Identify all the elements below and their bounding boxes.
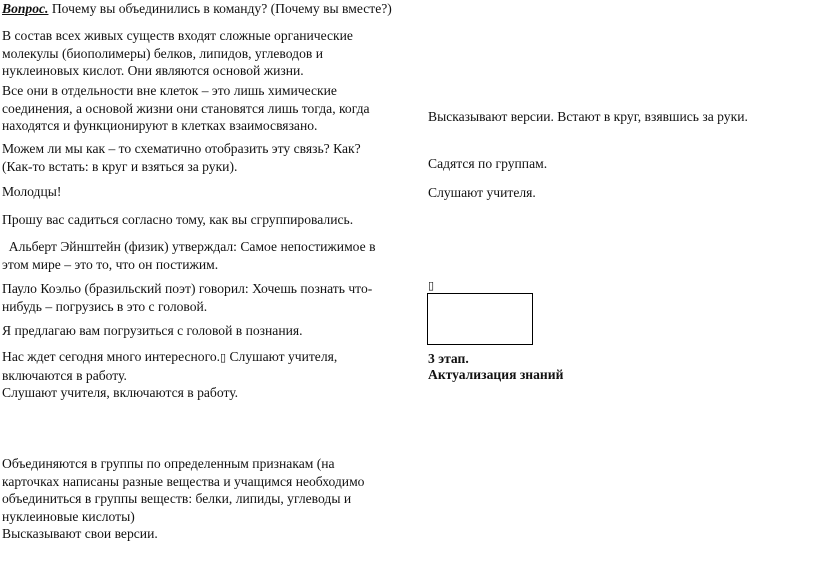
student-response-sit: Садятся по группам. bbox=[428, 156, 548, 171]
paragraph-grouping bbox=[2, 455, 364, 543]
stage-title: Актуализация знаний bbox=[428, 367, 564, 382]
empty-frame bbox=[427, 293, 533, 345]
text-line: Альберт Эйнштейн (физик) утверждал: Самое непостижимое в bbox=[2, 239, 376, 254]
text-line: включаются в работу. bbox=[2, 367, 127, 383]
text-line: В состав всех живых существ входят сложные органические bbox=[2, 28, 353, 43]
text-line bbox=[2, 348, 337, 367]
text-line: соединения, а основой жизни они становятся лишь тогда, когда bbox=[2, 100, 370, 116]
text-fragment: Нас ждет сегодня много интересного. bbox=[2, 349, 221, 364]
text-line: Можем ли мы как – то схематично отобразить эту связь? Как? bbox=[2, 141, 361, 156]
paragraph-interesting bbox=[2, 348, 337, 402]
text-line: молекулы (биополимеры) белков, липидов, углеводов и bbox=[2, 45, 323, 61]
seating-instruction: Прошу вас садиться согласно тому, как вы сгруппировались. bbox=[2, 212, 354, 227]
text-line: объединиться в группы веществ: белки, липиды, углеводы и bbox=[2, 491, 352, 506]
text-line: Высказывают свои версии. bbox=[2, 526, 158, 541]
student-response-listen: Слушают учителя. bbox=[428, 185, 536, 200]
einstein-quote bbox=[2, 238, 376, 273]
stage-number: 3 этап. bbox=[428, 351, 469, 366]
text-line: нибудь – погрузись в это с головой. bbox=[2, 298, 208, 314]
paragraph-chemical-compounds bbox=[2, 82, 370, 135]
paragraph-scheme-question bbox=[2, 140, 361, 175]
text-line: (Как-то встать: в круг и взяться за руки). bbox=[2, 158, 238, 174]
question-label: Вопрос. bbox=[2, 1, 49, 16]
glyph-char: ▯ bbox=[428, 279, 435, 292]
question-text: Почему вы объединились в команду? (Почему вы вместе?) bbox=[48, 1, 392, 16]
placeholder-glyph-icon bbox=[428, 276, 434, 295]
immerse-invitation: Я предлагаю вам погрузиться с головой в познания. bbox=[2, 323, 303, 338]
text-line: находятся и функционируют в клетках взаимосвязано. bbox=[2, 118, 318, 133]
coelho-quote bbox=[2, 280, 372, 315]
text-line: нуклеиновые кислоты) bbox=[2, 508, 135, 524]
text-line: Пауло Коэльо (бразильский поэт) говорил: Хочешь познать что- bbox=[2, 281, 373, 296]
text-line: Объединяются в группы по определенным признакам (на bbox=[2, 456, 335, 471]
text-line: карточках написаны разные вещества и учащимся необходимо bbox=[2, 473, 365, 489]
paragraph-composition bbox=[2, 27, 353, 80]
student-response-versions: Высказывают версии. Встают в круг, взявшись за руки. bbox=[428, 109, 748, 124]
text-line: Все они в отдельности вне клеток – это лишь химические bbox=[2, 83, 337, 98]
question-line bbox=[2, 0, 392, 18]
text-fragment: Слушают учителя, bbox=[226, 349, 338, 364]
text-line: Слушают учителя, включаются в работу. bbox=[2, 385, 239, 400]
praise-line: Молодцы! bbox=[2, 184, 62, 199]
text-line: нуклеиновых кислот. Они являются основой жизни. bbox=[2, 63, 304, 78]
text-line: этом мире – это то, что он постижим. bbox=[2, 256, 219, 272]
placeholder-glyph-icon: ▯ bbox=[220, 351, 227, 364]
